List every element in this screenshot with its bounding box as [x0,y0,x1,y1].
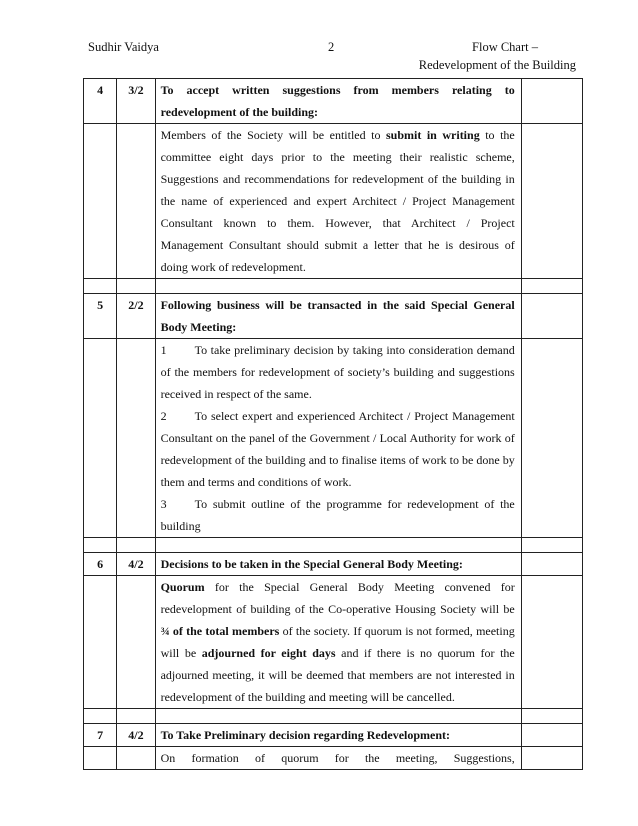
table-row [84,576,583,709]
step-title: Following business will be transacted in the said Special General Body Meeting: [155,294,521,339]
step-reference: 4/2 [117,553,155,576]
description-text: of the society. If quorum is not formed, meeting will be [160,624,515,660]
table-row [84,124,583,279]
step-number: 5 [84,294,117,339]
blank-cell [117,747,155,770]
blank-cell [521,576,582,709]
table-row [84,747,583,770]
blank-cell [117,576,155,709]
blank-cell [521,79,582,124]
step-description [155,576,521,709]
description-text: and if there is no quorum for the adjourned meeting, it will be deemed that members are not interested in redevelopment of the building and meeting will be cancelled. [160,646,515,704]
blank-cell [521,124,582,279]
table-row [84,294,583,339]
description-emphasis: ¾ of the total members [160,624,280,638]
step-reference: 4/2 [117,724,155,747]
list-item-text: To submit outline of the programme for redevelopment of the building [160,497,515,533]
table-row [84,339,583,538]
step-number: 6 [84,553,117,576]
blank-cell [521,724,582,747]
description-text: to the committee eight days prior to the meeting their realistic scheme, Suggestions and recommendations for redevelopment of the building in the name of experienced and expert Architect / Project Management Consultant known to them. However, that Architect / Project Management Consultant should submit a letter that he is desirous of doing work of redevelopment. [160,128,515,274]
list-item [161,405,515,493]
flow-chart-table [83,78,583,770]
header-author: Sudhir Vaidya [88,40,159,54]
step-title: To accept written suggestions from members relating to redevelopment of the building: [155,79,521,124]
description-text: On formation of quorum for the meeting, Suggestions, [160,751,515,765]
list-item [161,493,515,537]
list-item-number: 2 [160,409,167,423]
description-emphasis: Quorum [160,580,205,594]
step-reference: 2/2 [117,294,155,339]
blank-cell [84,747,117,770]
blank-cell [521,339,582,538]
blank-cell [521,294,582,339]
header-page-number: 2 [328,40,335,54]
blank-cell [84,124,117,279]
blank-cell [117,339,155,538]
blank-cell [84,339,117,538]
description-emphasis: submit in writing [385,128,480,142]
step-description [155,339,521,538]
description-text: Members of the Society will be entitled to [160,128,386,142]
description-emphasis: adjourned for eight days [201,646,336,660]
list-item-number: 3 [160,497,167,511]
header-title-line-1: Flow Chart – [472,40,538,54]
step-title: To Take Preliminary decision regarding Redevelopment: [155,724,521,747]
list-item-number: 1 [160,343,167,357]
blank-cell [521,747,582,770]
table-row [84,79,583,124]
step-description [155,747,521,770]
spacer-row [84,709,583,724]
list-item-text: To take preliminary decision by taking into consideration demand of the members for redevelopment of society’s building and suggestions received in respect of the same. [160,343,515,401]
spacer-row [84,538,583,553]
step-description [155,124,521,279]
step-number: 4 [84,79,117,124]
blank-cell [521,553,582,576]
spacer-row [84,279,583,294]
step-reference: 3/2 [117,79,155,124]
blank-cell [117,124,155,279]
list-item [161,339,515,405]
table-row [84,553,583,576]
header-title-line-2: Redevelopment of the Building [418,58,576,72]
header-document-title [419,38,576,74]
list-item-text: To select expert and experienced Architect / Project Management Consultant on the panel of the Government / Local Authority for work of redevelopment of the building and to finalise items of work to be done by them and terms and conditions of work. [160,409,515,489]
step-number: 7 [84,724,117,747]
table-row [84,724,583,747]
step-title: Decisions to be taken in the Special General Body Meeting: [155,553,521,576]
description-text: for the Special General Body Meeting convened for redevelopment of building of the Co-operative Housing Society will be [160,580,515,616]
blank-cell [84,576,117,709]
